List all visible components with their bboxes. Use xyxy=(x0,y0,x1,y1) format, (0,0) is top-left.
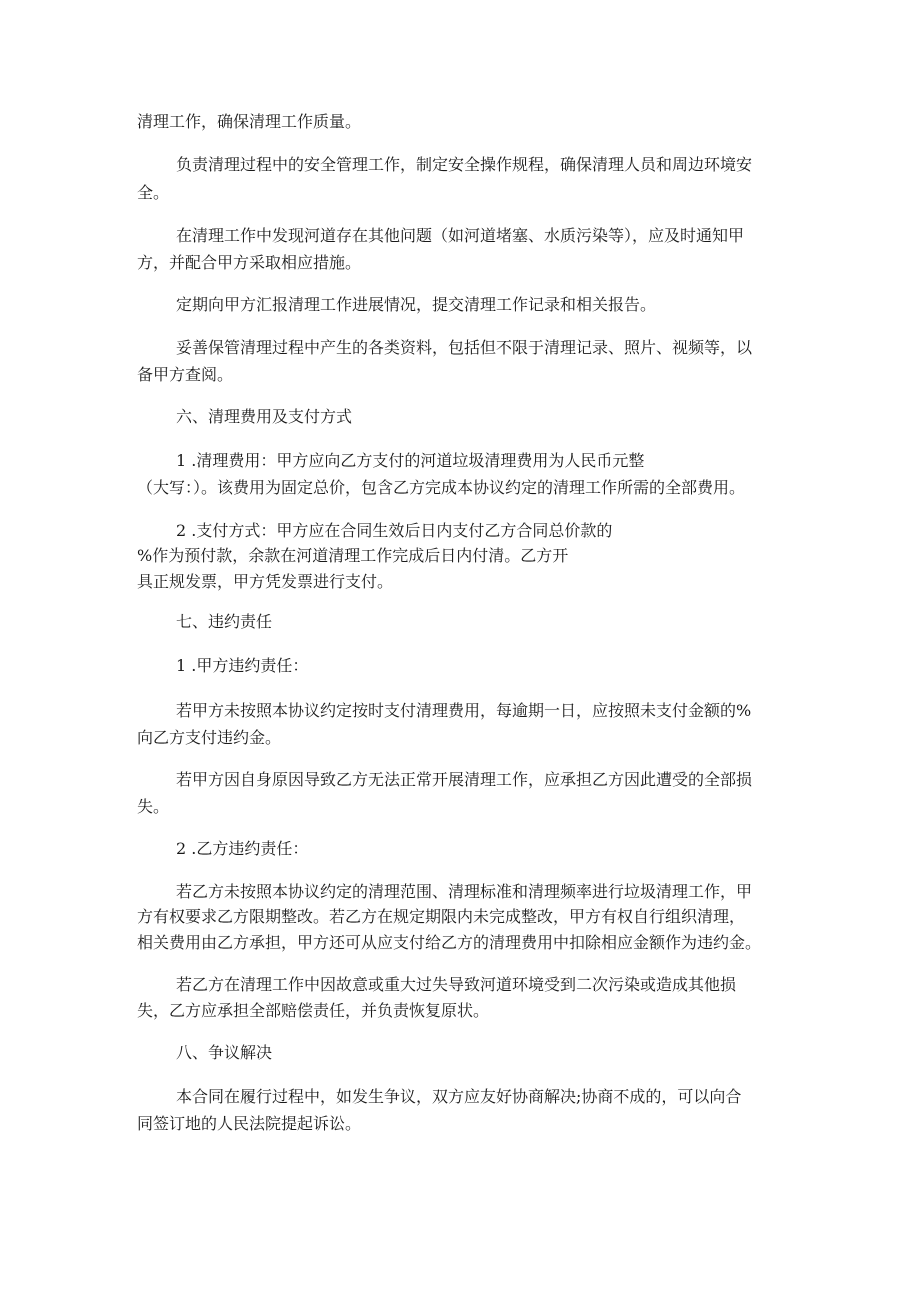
section-heading: 七、违约责任 xyxy=(176,612,273,631)
subsection-heading: 1 .甲方违约责任： xyxy=(176,656,309,675)
text-line: 1 .清理费用：甲方应向乙方支付的河道垃圾清理费用为人民币元整 xyxy=(176,451,645,470)
text-line: （大写：）。该费用为固定总价，包含乙方完成本协议约定的清理工作所需的全部费用。 xyxy=(137,478,746,497)
text-line: 具正规发票，甲方凭发票进行支付。 xyxy=(137,572,394,591)
text-line: 失。 xyxy=(137,797,170,816)
text-line: 若乙方未按照本协议约定的清理范围、清理标准和清理频率进行垃圾清理工作，甲 xyxy=(176,882,753,901)
subsection-heading: 2 .乙方违约责任： xyxy=(176,839,309,858)
text-line: %作为预付款，余款在河道清理工作完成后日内付清。乙方开 xyxy=(137,546,569,565)
text-line: 若乙方在清理工作中因故意或重大过失导致河道环境受到二次污染或造成其他损 xyxy=(176,975,737,994)
text-line: 相关费用由乙方承担，甲方还可从应支付给乙方的清理费用中扣除相应金额作为违约金。 xyxy=(137,933,762,952)
text-line: 若甲方未按照本协议约定按时支付清理费用，每逾期一日，应按照未支付金额的% xyxy=(176,701,752,720)
text-line: 定期向甲方汇报清理工作进展情况，提交清理工作记录和相关报告。 xyxy=(176,295,657,314)
text-line: 备甲方查阅。 xyxy=(137,365,234,384)
text-line: 失，乙方应承担全部赔偿责任，并负责恢复原状。 xyxy=(137,1001,490,1020)
text-line: 2 .支付方式：甲方应在合同生效后日内支付乙方合同总价款的 xyxy=(176,521,613,540)
text-line: 清理工作，确保清理工作质量。 xyxy=(137,112,362,131)
text-line: 负责清理过程中的安全管理工作，制定安全操作规程，确保清理人员和周边环境安 xyxy=(176,155,753,174)
text-line: 同签订地的人民法院提起诉讼。 xyxy=(137,1114,362,1133)
text-line: 全。 xyxy=(137,183,170,202)
text-line: 方，并配合甲方采取相应措施。 xyxy=(137,253,362,272)
text-line: 方有权要求乙方限期整改。若乙方在规定期限内未完成整改，甲方有权自行组织清理， xyxy=(137,907,746,926)
text-line: 若甲方因自身原因导致乙方无法正常开展清理工作，应承担乙方因此遭受的全部损 xyxy=(176,770,753,789)
section-heading: 六、清理费用及支付方式 xyxy=(176,407,353,426)
text-line: 向乙方支付违约金。 xyxy=(137,728,282,747)
text-line: 妥善保管清理过程中产生的各类资料，包括但不限于清理记录、照片、视频等，以 xyxy=(176,338,753,357)
section-heading: 八、争议解决 xyxy=(176,1043,273,1062)
text-line: 本合同在履行过程中，如发生争议，双方应友好协商解决;协商不成的，可以向合 xyxy=(176,1087,742,1106)
text-line: 在清理工作中发现河道存在其他问题（如河道堵塞、水质污染等），应及时通知甲 xyxy=(176,226,745,245)
